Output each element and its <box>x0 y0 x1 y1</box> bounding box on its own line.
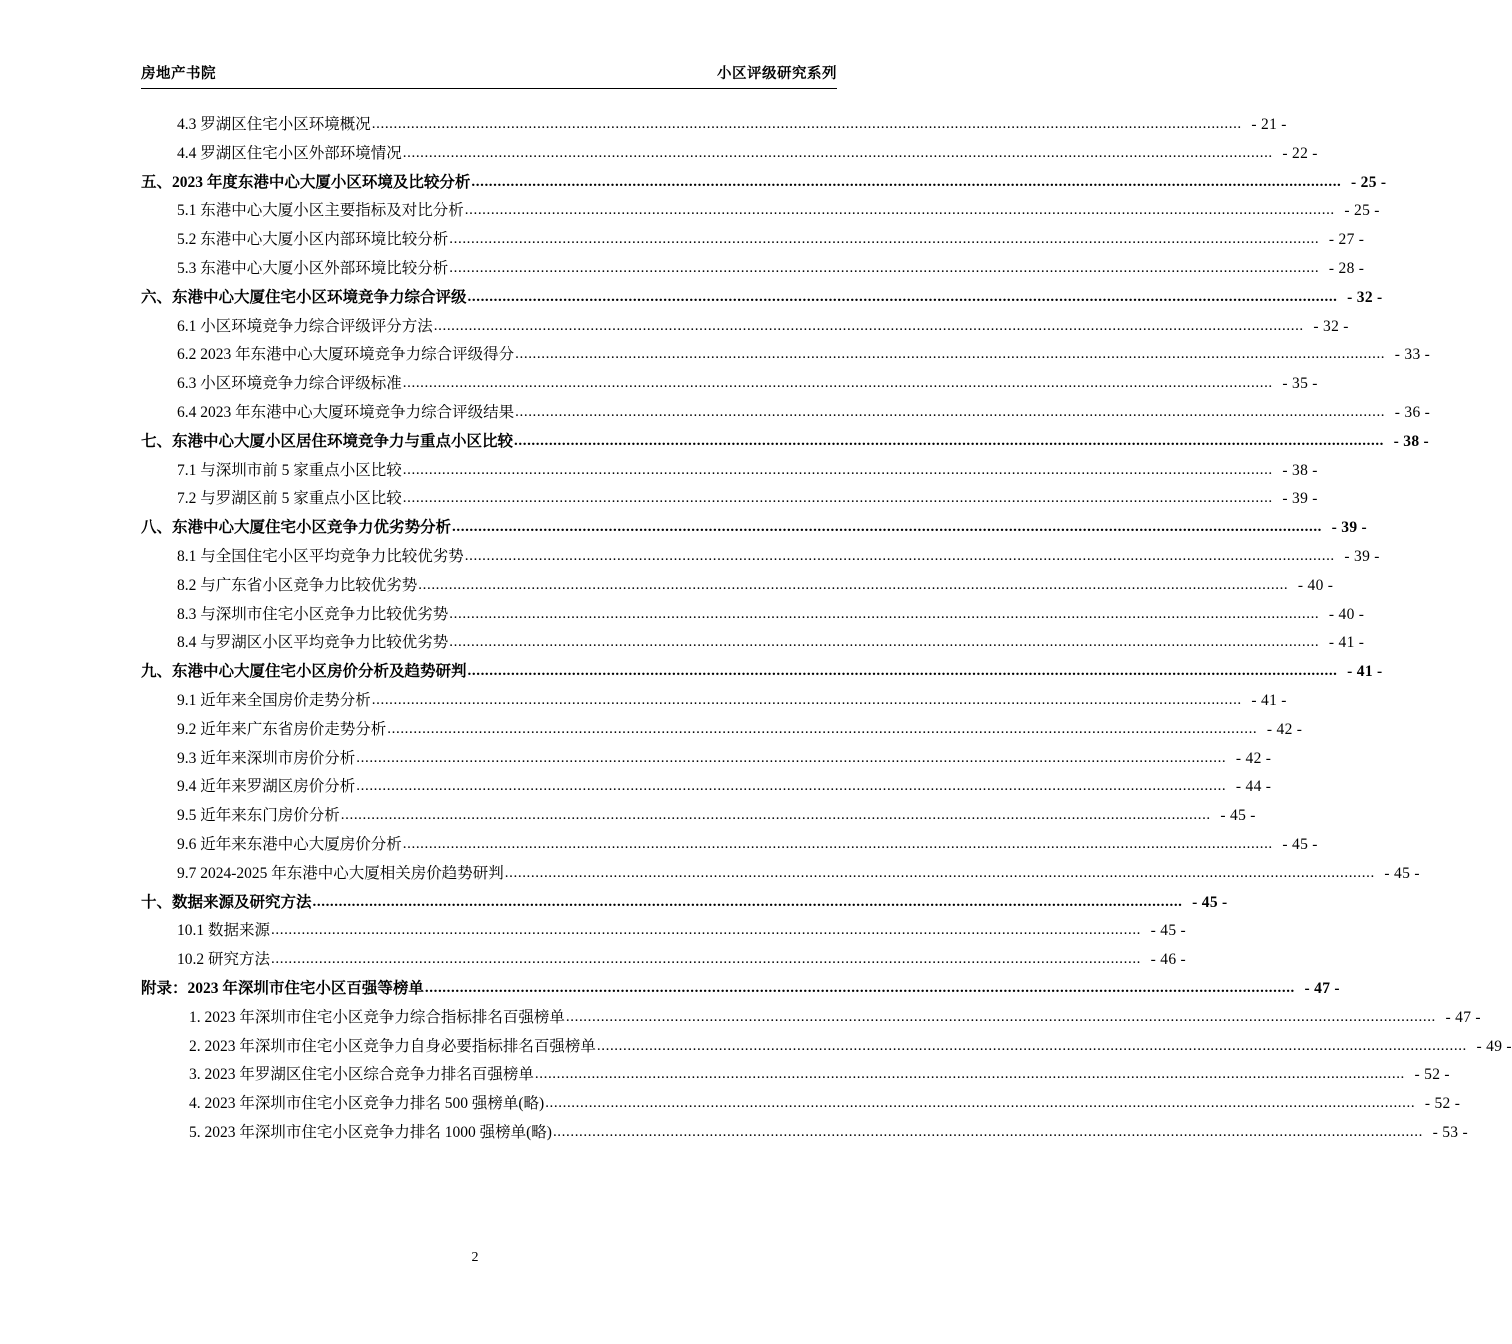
toc-entry-label: 4.3 罗湖区住宅小区环境概况 <box>177 116 371 133</box>
toc-leader-dots: ........................................................................................................................................................................................................ <box>514 432 1385 449</box>
toc-entry-page: - 42 - <box>1235 749 1272 767</box>
toc-entry-page: - 42 - <box>1266 720 1303 738</box>
toc-entry-page: - 47 - <box>1304 979 1340 997</box>
toc-entry-label: 1. 2023 年深圳市住宅小区竞争力综合指标排名百强榜单 <box>189 1008 565 1026</box>
toc-entry-page: - 49 - <box>1476 1037 1512 1055</box>
toc-entry-label: 八、东港中心大厦住宅小区竞争力优劣势分析 <box>141 519 452 537</box>
toc-entry[interactable] <box>141 140 1318 169</box>
toc-entry-label: 4. 2023 年深圳市住宅小区竞争力排名 500 强榜单(略) <box>189 1095 545 1113</box>
toc-entry-label: 5. 2023 年深圳市住宅小区竞争力排名 1000 强榜单(略) <box>189 1123 552 1141</box>
toc-entry-page: - 45 - <box>1192 893 1228 911</box>
toc-leader-dots: ........................................................................................................................................................................................................ <box>356 778 1227 795</box>
toc-leader-dots: ........................................................................................................................................................................................................ <box>418 576 1289 593</box>
toc-entry[interactable] <box>141 658 1383 687</box>
toc-leader-dots: ........................................................................................................................................................................................................ <box>312 893 1183 910</box>
toc-entry-page: - 21 - <box>1251 116 1287 133</box>
toc-leader-dots: ........................................................................................................................................................................................................ <box>596 1037 1467 1054</box>
toc-entry-page: - 25 - <box>1351 173 1387 191</box>
toc-entry-label: 十、数据来源及研究方法 <box>141 893 312 911</box>
toc-entry-label: 五、2023 年度东港中心大厦小区环境及比较分析 <box>141 173 471 191</box>
toc-entry-page: - 39 - <box>1331 519 1368 537</box>
toc-leader-dots: ........................................................................................................................................................................................................ <box>467 663 1338 680</box>
toc-entry-label: 3. 2023 年罗湖区住宅小区综合竞争力排名百强榜单 <box>189 1066 534 1084</box>
toc-entry[interactable] <box>141 428 1430 457</box>
toc-entry[interactable] <box>141 169 1387 198</box>
toc-leader-dots: ........................................................................................................................................................................................................ <box>515 403 1386 420</box>
toc-entry[interactable] <box>141 370 1318 399</box>
toc-entry-label: 附录：2023 年深圳市住宅小区百强等榜单 <box>141 979 424 997</box>
toc-leader-dots: ........................................................................................................................................................................................................ <box>464 547 1335 564</box>
toc-entry-page: - 25 - <box>1344 202 1380 220</box>
toc-entry-page: - 53 - <box>1432 1123 1468 1141</box>
toc-entry-label: 6.3 小区环境竞争力综合评级标准 <box>177 375 402 393</box>
toc-leader-dots: ........................................................................................................................................................................................................ <box>356 749 1227 766</box>
toc-entry-label: 9.4 近年来罗湖区房价分析 <box>177 778 356 796</box>
toc-entry-label: 2. 2023 年深圳市住宅小区竞争力自身必要指标排名百强榜单 <box>189 1037 596 1055</box>
toc-entry-page: - 40 - <box>1297 576 1334 594</box>
header-left-text: 房地产书院 <box>141 66 216 82</box>
toc-leader-dots: ........................................................................................................................................................................................................ <box>565 1008 1436 1025</box>
toc-leader-dots: ........................................................................................................................................................................................................ <box>371 116 1242 132</box>
toc-entry[interactable] <box>141 1090 1461 1119</box>
toc-entry-page: - 38 - <box>1282 461 1318 479</box>
toc-entry[interactable] <box>141 917 1187 946</box>
toc-entry-page: - 38 - <box>1393 432 1430 450</box>
toc-leader-dots: ........................................................................................................................................................................................................ <box>534 1066 1405 1083</box>
toc-entry[interactable] <box>141 1061 1450 1090</box>
toc-entry[interactable] <box>141 802 1256 831</box>
toc-leader-dots: ........................................................................................................................................................................................................ <box>504 864 1375 881</box>
toc-entry-label: 7.1 与深圳市前 5 家重点小区比较 <box>177 461 402 479</box>
toc-entry-page: - 47 - <box>1445 1008 1481 1026</box>
toc-entry[interactable] <box>141 255 1365 284</box>
header-right-text: 小区评级研究系列 <box>717 66 837 82</box>
toc-entry-page: - 45 - <box>1220 807 1256 825</box>
toc-entry[interactable] <box>141 629 1365 658</box>
toc-leader-dots: ........................................................................................................................................................................................................ <box>371 691 1242 708</box>
toc-entry[interactable] <box>141 1033 1512 1062</box>
toc-entry-label: 六、东港中心大厦住宅小区环境竞争力综合评级 <box>141 288 467 306</box>
toc-entry-label: 5.3 东港中心大厦小区外部环境比较分析 <box>177 259 449 277</box>
toc-entry-label: 9.6 近年来东港中心大厦房价分析 <box>177 835 402 853</box>
toc-leader-dots: ........................................................................................................................................................................................................ <box>271 922 1142 939</box>
toc-entry-label: 9.5 近年来东门房价分析 <box>177 807 340 825</box>
toc-entry-label: 9.2 近年来广东省房价走势分析 <box>177 720 387 738</box>
toc-entry-page: - 45 - <box>1282 835 1318 853</box>
toc-leader-dots: ........................................................................................................................................................................................................ <box>464 202 1335 219</box>
toc-leader-dots: ........................................................................................................................................................................................................ <box>402 835 1273 852</box>
toc-entry[interactable] <box>141 111 1287 140</box>
toc-entry[interactable] <box>141 975 1340 1004</box>
toc-entry-page: - 45 - <box>1384 864 1420 882</box>
toc-entry-label: 4.4 罗湖区住宅小区外部环境情况 <box>177 144 402 162</box>
toc-entry-label: 6.2 2023 年东港中心大厦环境竞争力综合评级得分 <box>177 346 515 364</box>
toc-entry-label: 七、东港中心大厦小区居住环境竞争力与重点小区比较 <box>141 432 514 450</box>
toc-entry-label: 7.2 与罗湖区前 5 家重点小区比较 <box>177 490 402 508</box>
toc-entry-label: 8.4 与罗湖区小区平均竞争力比较优劣势 <box>177 634 449 652</box>
toc-entry-page: - 32 - <box>1313 317 1349 335</box>
toc-leader-dots: ........................................................................................................................................................................................................ <box>471 173 1342 190</box>
toc-entry-label: 10.2 研究方法 <box>177 951 271 969</box>
toc-leader-dots: ........................................................................................................................................................................................................ <box>271 951 1142 968</box>
toc-entry-page: - 39 - <box>1344 547 1380 565</box>
toc-entry-page: - 45 - <box>1150 922 1187 940</box>
toc-entry-label: 10.1 数据来源 <box>177 922 271 940</box>
toc-leader-dots: ........................................................................................................................................................................................................ <box>340 807 1211 824</box>
toc-leader-dots: ........................................................................................................................................................................................................ <box>402 490 1273 507</box>
toc-entry[interactable] <box>141 1119 1468 1148</box>
toc-entry-label: 8.3 与深圳市住宅小区竞争力比较优劣势 <box>177 605 449 623</box>
toc-leader-dots: ........................................................................................................................................................................................................ <box>449 259 1320 276</box>
toc-entry[interactable] <box>141 399 1431 428</box>
toc-entry-label: 6.4 2023 年东港中心大厦环境竞争力综合评级结果 <box>177 403 515 421</box>
toc-entry[interactable] <box>141 514 1368 543</box>
toc-leader-dots: ........................................................................................................................................................................................................ <box>424 979 1295 996</box>
toc-entry[interactable] <box>141 946 1187 975</box>
toc-entry-page: - 44 - <box>1235 778 1272 796</box>
toc-leader-dots: ........................................................................................................................................................................................................ <box>402 461 1273 478</box>
toc-entry-label: 9.3 近年来深圳市房价分析 <box>177 749 356 767</box>
toc-entry-page: - 32 - <box>1347 288 1383 306</box>
toc-entry[interactable] <box>141 572 1334 601</box>
toc-entry-page: - 33 - <box>1394 346 1431 364</box>
toc-entry[interactable] <box>141 226 1365 255</box>
toc-entry[interactable] <box>141 543 1380 572</box>
toc-entry-page: - 41 - <box>1251 691 1287 709</box>
toc-leader-dots: ........................................................................................................................................................................................................ <box>449 634 1320 651</box>
toc-entry[interactable] <box>141 485 1318 514</box>
toc-entry[interactable] <box>141 773 1272 802</box>
toc-entry-page: - 52 - <box>1424 1095 1461 1113</box>
toc-entry-page: - 27 - <box>1328 231 1365 249</box>
toc-leader-dots: ........................................................................................................................................................................................................ <box>552 1123 1423 1140</box>
toc-leader-dots: ........................................................................................................................................................................................................ <box>449 605 1320 622</box>
toc-entry-page: - 36 - <box>1394 403 1431 421</box>
toc-entry-label: 5.1 东港中心大厦小区主要指标及对比分析 <box>177 202 464 220</box>
toc-leader-dots: ........................................................................................................................................................................................................ <box>515 346 1386 363</box>
toc-entry[interactable] <box>141 860 1420 889</box>
toc-leader-dots: ........................................................................................................................................................................................................ <box>452 519 1323 536</box>
toc-entry-label: 九、东港中心大厦住宅小区房价分析及趋势研判 <box>141 663 467 681</box>
toc-leader-dots: ........................................................................................................................................................................................................ <box>402 375 1273 392</box>
toc-entry[interactable] <box>141 687 1287 716</box>
toc-entry-page: - 35 - <box>1282 375 1318 393</box>
toc-leader-dots: ........................................................................................................................................................................................................ <box>433 317 1304 334</box>
table-of-contents <box>141 111 1512 1148</box>
toc-entry-label: 8.1 与全国住宅小区平均竞争力比较优劣势 <box>177 547 464 565</box>
toc-entry[interactable] <box>141 313 1349 342</box>
toc-entry[interactable] <box>141 601 1365 630</box>
toc-entry[interactable] <box>141 831 1318 860</box>
toc-entry-label: 5.2 东港中心大厦小区内部环境比较分析 <box>177 231 449 249</box>
toc-leader-dots: ........................................................................................................................................................................................................ <box>467 288 1338 305</box>
toc-leader-dots: ........................................................................................................................................................................................................ <box>387 720 1258 737</box>
toc-entry-page: - 22 - <box>1282 144 1318 162</box>
toc-entry[interactable] <box>141 1004 1481 1033</box>
toc-entry[interactable] <box>141 341 1431 370</box>
toc-entry-page: - 46 - <box>1150 951 1187 969</box>
toc-entry-page: - 28 - <box>1328 259 1365 277</box>
toc-leader-dots: ........................................................................................................................................................................................................ <box>402 144 1273 161</box>
toc-entry-label: 9.1 近年来全国房价走势分析 <box>177 691 371 709</box>
toc-leader-dots: ........................................................................................................................................................................................................ <box>449 231 1320 248</box>
toc-entry-label: 8.2 与广东省小区竞争力比较优劣势 <box>177 576 418 594</box>
toc-entry-label: 6.1 小区环境竞争力综合评级评分方法 <box>177 317 433 335</box>
toc-leader-dots: ........................................................................................................................................................................................................ <box>545 1095 1416 1112</box>
toc-entry-page: - 41 - <box>1347 663 1383 681</box>
toc-entry-page: - 52 - <box>1414 1066 1450 1084</box>
toc-entry-page: - 39 - <box>1282 490 1318 508</box>
page-header <box>141 62 837 89</box>
toc-entry[interactable] <box>141 284 1383 313</box>
toc-entry[interactable] <box>141 716 1303 745</box>
toc-entry[interactable] <box>141 745 1272 774</box>
page-number-footer: 2 <box>471 1250 479 1265</box>
toc-entry-page: - 41 - <box>1328 634 1365 652</box>
toc-entry-label: 9.7 2024-2025 年东港中心大厦相关房价趋势研判 <box>177 864 504 882</box>
toc-entry[interactable] <box>141 457 1318 486</box>
toc-entry-page: - 40 - <box>1328 605 1365 623</box>
toc-entry[interactable] <box>141 197 1380 226</box>
toc-entry[interactable] <box>141 889 1228 918</box>
